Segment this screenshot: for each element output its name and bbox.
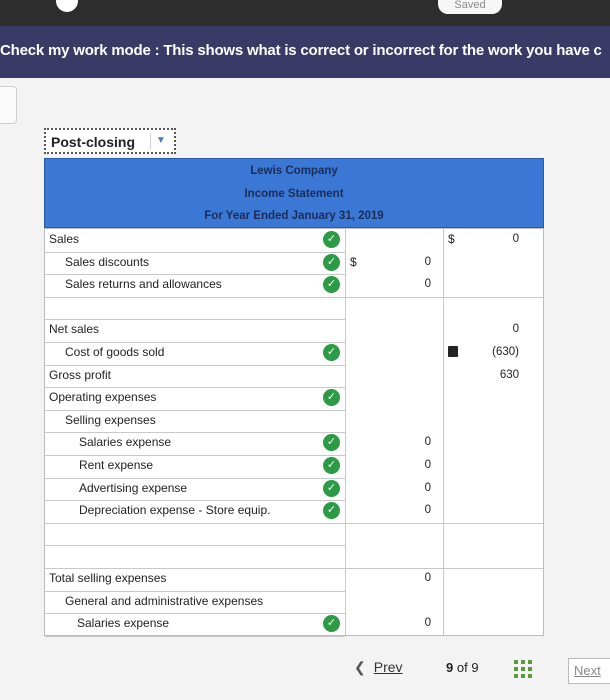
saved-status: Saved — [438, 0, 502, 14]
grid-icon[interactable] — [514, 660, 532, 678]
table-row — [45, 478, 543, 500]
prev-button[interactable] — [354, 659, 403, 676]
dollar-sign: $ — [350, 255, 357, 269]
navigation-footer — [0, 650, 610, 700]
next-button[interactable]: Next — [568, 658, 610, 684]
table-row — [45, 229, 543, 251]
table-row — [45, 500, 543, 522]
table-row — [45, 545, 543, 567]
amount-cell[interactable]: 0 — [512, 233, 519, 245]
company-name: Lewis Company — [250, 165, 338, 177]
amount-cell[interactable]: 0 — [424, 278, 431, 290]
row-label[interactable]: Selling expenses — [65, 413, 156, 427]
check-icon: ✓ — [323, 254, 340, 271]
table-row — [45, 432, 543, 454]
page-total: 9 — [471, 660, 479, 675]
table-row — [45, 274, 543, 296]
check-icon: ✓ — [323, 276, 340, 293]
check-icon: ✓ — [323, 502, 340, 519]
row-label[interactable]: Depreciation expense - Store equip. — [79, 503, 271, 517]
help-badge[interactable] — [56, 0, 78, 12]
amount-cell[interactable]: 0 — [424, 482, 431, 494]
check-icon: ✓ — [323, 434, 340, 451]
prev-label: Prev — [373, 659, 403, 675]
statement-title: Income Statement — [244, 188, 344, 200]
row-divider — [45, 636, 345, 637]
table-row — [45, 410, 543, 432]
table-row — [45, 523, 543, 545]
table-row — [45, 252, 543, 274]
check-icon: ✓ — [323, 344, 340, 361]
row-label[interactable]: Sales — [49, 232, 80, 246]
side-panel-tab[interactable] — [0, 86, 17, 124]
page-of: of — [456, 660, 468, 675]
statement-header — [44, 158, 544, 228]
check-my-work-banner — [0, 26, 610, 78]
check-icon: ✓ — [323, 615, 340, 632]
table-row — [45, 387, 543, 409]
check-icon: ✓ — [323, 231, 340, 248]
row-label[interactable]: Salaries expense — [79, 435, 172, 449]
row-label[interactable]: Total selling expenses — [49, 571, 167, 585]
amount-cell[interactable]: 0 — [424, 504, 431, 516]
flag-icon — [448, 346, 458, 357]
check-icon: ✓ — [323, 457, 340, 474]
amount-cell[interactable]: 0 — [424, 617, 431, 629]
page-current: 9 — [446, 660, 454, 675]
table-row — [45, 297, 543, 319]
chevron-down-icon[interactable]: ▼ — [150, 133, 171, 149]
table-row — [45, 455, 543, 477]
amount-cell[interactable]: 0 — [424, 256, 431, 268]
check-icon: ✓ — [323, 389, 340, 406]
top-bar — [0, 0, 610, 26]
row-label[interactable]: General and administrative expenses — [65, 594, 264, 608]
dropdown-selected: Post-closing — [51, 134, 136, 150]
amount-cell[interactable]: (630) — [492, 346, 519, 358]
table-row — [45, 319, 543, 341]
row-label[interactable]: Sales returns and allowances — [65, 277, 222, 291]
row-label[interactable]: Net sales — [49, 322, 100, 336]
amount-cell[interactable]: 0 — [424, 572, 431, 584]
row-label[interactable]: Gross profit — [49, 368, 112, 382]
page-indicator — [446, 660, 479, 675]
table-row — [45, 365, 543, 387]
amount-cell[interactable]: 0 — [424, 436, 431, 448]
row-label[interactable]: Cost of goods sold — [65, 345, 165, 359]
row-label[interactable]: Rent expense — [79, 458, 154, 472]
table-row — [45, 613, 543, 635]
row-label[interactable]: Salaries expense — [77, 616, 170, 630]
amount-cell[interactable]: 0 — [424, 459, 431, 471]
row-label[interactable]: Sales discounts — [65, 255, 150, 269]
row-label[interactable]: Operating expenses — [49, 390, 157, 404]
dollar-sign: $ — [448, 232, 455, 246]
amount-cell[interactable]: 0 — [512, 323, 519, 335]
row-label[interactable]: Advertising expense — [79, 481, 188, 495]
table-row — [45, 342, 543, 364]
statement-period: For Year Ended January 31, 2019 — [204, 210, 384, 222]
table-row — [45, 568, 543, 590]
table-row — [45, 591, 543, 613]
statement-type-dropdown[interactable] — [44, 128, 176, 154]
chevron-left-icon: ❮ — [354, 659, 366, 675]
income-statement-table — [44, 228, 544, 636]
check-icon: ✓ — [323, 480, 340, 497]
amount-cell[interactable]: 630 — [499, 369, 519, 381]
banner-text: Check my work mode : This shows what is correct or incorrect for the work you have c — [0, 42, 602, 59]
